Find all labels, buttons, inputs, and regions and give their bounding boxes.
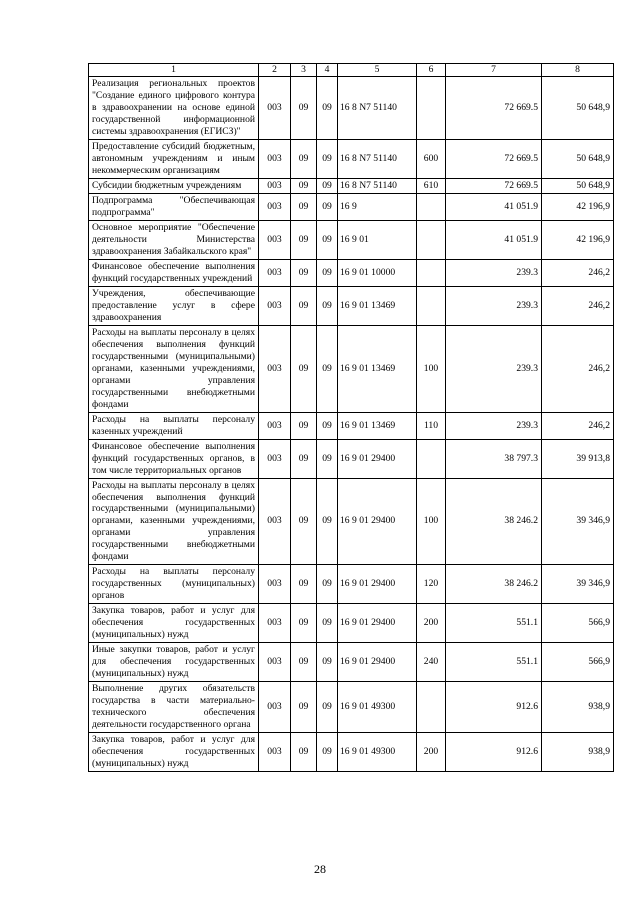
amount-cell-col7: 72 669.5 [446,178,542,193]
ministry-code-cell: 003 [259,178,291,193]
target-article-cell: 16 8 N7 51140 [338,77,417,140]
ministry-code-cell: 003 [259,733,291,772]
row-description: Расходы на выплаты персоналу государственных (муниципальных) органов [89,565,259,604]
expense-type-cell: 100 [417,325,446,412]
row-description: Закупка товаров, работ и услуг для обеспечения государственных (муниципальных) нужд [89,733,259,772]
subsection-code-cell: 09 [317,604,338,643]
subsection-code-cell: 09 [317,220,338,259]
column-header-5: 5 [338,64,417,77]
expense-type-cell: 240 [417,643,446,682]
section-code-cell: 09 [291,733,317,772]
table-row [89,682,614,733]
expense-type-cell [417,77,446,140]
subsection-code-cell: 09 [317,439,338,478]
row-description: Выполнение других обязательств государства в части материально-технического обеспечения деятельности государственного органа [89,682,259,733]
amount-cell-col8: 246,2 [542,325,614,412]
column-header-7: 7 [446,64,542,77]
amount-cell-col8: 42 196,9 [542,193,614,220]
target-article-cell: 16 9 01 13469 [338,325,417,412]
row-description: Финансовое обеспечение выполнения функций государственных органов, в том числе территориальных органов [89,439,259,478]
ministry-code-cell: 003 [259,439,291,478]
row-description: Расходы на выплаты персоналу в целях обеспечения выполнения функций государственными (муниципальными) органами, казенными учреждениями, органами управления государственными внебюджетными фондами [89,478,259,565]
row-description: Расходы на выплаты персоналу в целях обеспечения выполнения функций государственными (муниципальными) органами, казенными учреждениями, органами управления государственными внебюджетными фондами [89,325,259,412]
amount-cell-col8: 39 913,8 [542,439,614,478]
subsection-code-cell: 09 [317,478,338,565]
row-description: Закупка товаров, работ и услуг для обеспечения государственных (муниципальных) нужд [89,604,259,643]
column-header-6: 6 [417,64,446,77]
section-code-cell: 09 [291,439,317,478]
subsection-code-cell: 09 [317,733,338,772]
section-code-cell: 09 [291,682,317,733]
amount-cell-col7: 239.3 [446,325,542,412]
amount-cell-col8: 50 648,9 [542,77,614,140]
ministry-code-cell: 003 [259,259,291,286]
amount-cell-col7: 38 797.3 [446,439,542,478]
target-article-cell: 16 9 01 29400 [338,604,417,643]
ministry-code-cell: 003 [259,643,291,682]
amount-cell-col7: 239.3 [446,259,542,286]
section-code-cell: 09 [291,643,317,682]
section-code-cell: 09 [291,325,317,412]
amount-cell-col8: 938,9 [542,682,614,733]
ministry-code-cell: 003 [259,193,291,220]
target-article-cell: 16 9 [338,193,417,220]
section-code-cell: 09 [291,259,317,286]
ministry-code-cell: 003 [259,325,291,412]
amount-cell-col7: 239.3 [446,412,542,439]
page-number: 28 [314,862,326,876]
budget-table [88,63,614,772]
amount-cell-col8: 50 648,9 [542,139,614,178]
expense-type-cell [417,193,446,220]
amount-cell-col8: 566,9 [542,604,614,643]
column-header-4: 4 [317,64,338,77]
target-article-cell: 16 9 01 13469 [338,286,417,325]
amount-cell-col8: 50 648,9 [542,178,614,193]
amount-cell-col7: 38 246.2 [446,478,542,565]
amount-cell-col8: 246,2 [542,412,614,439]
table-row [89,325,614,412]
table-row [89,439,614,478]
table-row [89,139,614,178]
section-code-cell: 09 [291,412,317,439]
expense-type-cell: 610 [417,178,446,193]
row-description: Основное мероприятие "Обеспечение деятельности Министерства здравоохранения Забайкальского края" [89,220,259,259]
amount-cell-col8: 39 346,9 [542,565,614,604]
table-row [89,604,614,643]
expense-type-cell [417,682,446,733]
section-code-cell: 09 [291,478,317,565]
amount-cell-col7: 551.1 [446,643,542,682]
subsection-code-cell: 09 [317,682,338,733]
subsection-code-cell: 09 [317,139,338,178]
row-description: Учреждения, обеспечивающие предоставление услуг в сфере здравоохранения [89,286,259,325]
subsection-code-cell: 09 [317,643,338,682]
section-code-cell: 09 [291,77,317,140]
amount-cell-col8: 42 196,9 [542,220,614,259]
expense-type-cell [417,286,446,325]
target-article-cell: 16 8 N7 51140 [338,139,417,178]
expense-type-cell: 110 [417,412,446,439]
table-row [89,412,614,439]
row-description: Субсидии бюджетным учреждениям [89,178,259,193]
amount-cell-col7: 912.6 [446,733,542,772]
amount-cell-col7: 239.3 [446,286,542,325]
expense-type-cell: 200 [417,604,446,643]
amount-cell-col7: 72 669.5 [446,139,542,178]
ministry-code-cell: 003 [259,682,291,733]
section-code-cell: 09 [291,286,317,325]
ministry-code-cell: 003 [259,565,291,604]
table-row [89,565,614,604]
table-row [89,643,614,682]
subsection-code-cell: 09 [317,286,338,325]
column-header-3: 3 [291,64,317,77]
ministry-code-cell: 003 [259,478,291,565]
subsection-code-cell: 09 [317,77,338,140]
row-description: Предоставление субсидий бюджетным, автономным учреждениям и иным некоммерческим организациям [89,139,259,178]
section-code-cell: 09 [291,220,317,259]
target-article-cell: 16 9 01 29400 [338,565,417,604]
amount-cell-col8: 39 346,9 [542,478,614,565]
column-header-8: 8 [542,64,614,77]
target-article-cell: 16 9 01 13469 [338,412,417,439]
table-row [89,259,614,286]
section-code-cell: 09 [291,604,317,643]
amount-cell-col8: 246,2 [542,286,614,325]
amount-cell-col8: 938,9 [542,733,614,772]
column-header-1: 1 [89,64,259,77]
expense-type-cell: 600 [417,139,446,178]
row-description: Реализация региональных проектов "Создание единого цифрового контура в здравоохранении на основе единой государственной информационной системы здравоохранения (ЕГИСЗ)" [89,77,259,140]
table-row [89,478,614,565]
target-article-cell: 16 9 01 49300 [338,733,417,772]
target-article-cell: 16 9 01 [338,220,417,259]
subsection-code-cell: 09 [317,565,338,604]
expense-type-cell: 200 [417,733,446,772]
target-article-cell: 16 8 N7 51140 [338,178,417,193]
expense-type-cell [417,439,446,478]
amount-cell-col7: 72 669.5 [446,77,542,140]
column-header-2: 2 [259,64,291,77]
table-row [89,220,614,259]
ministry-code-cell: 003 [259,286,291,325]
table-row [89,77,614,140]
table-row [89,178,614,193]
target-article-cell: 16 9 01 10000 [338,259,417,286]
row-description: Финансовое обеспечение выполнения функций государственных учреждений [89,259,259,286]
table-row [89,286,614,325]
section-code-cell: 09 [291,178,317,193]
subsection-code-cell: 09 [317,412,338,439]
section-code-cell: 09 [291,139,317,178]
ministry-code-cell: 003 [259,77,291,140]
subsection-code-cell: 09 [317,178,338,193]
table-row [89,193,614,220]
ministry-code-cell: 003 [259,220,291,259]
amount-cell-col8: 246,2 [542,259,614,286]
row-description: Иные закупки товаров, работ и услуг для обеспечения государственных (муниципальных) нужд [89,643,259,682]
amount-cell-col7: 41 051.9 [446,220,542,259]
expense-type-cell: 120 [417,565,446,604]
target-article-cell: 16 9 01 49300 [338,682,417,733]
ministry-code-cell: 003 [259,604,291,643]
expense-type-cell [417,220,446,259]
subsection-code-cell: 09 [317,325,338,412]
amount-cell-col7: 551.1 [446,604,542,643]
row-description: Подпрограмма "Обеспечивающая подпрограмма" [89,193,259,220]
row-description: Расходы на выплаты персоналу казенных учреждений [89,412,259,439]
amount-cell-col8: 566,9 [542,643,614,682]
target-article-cell: 16 9 01 29400 [338,478,417,565]
expense-type-cell: 100 [417,478,446,565]
section-code-cell: 09 [291,193,317,220]
target-article-cell: 16 9 01 29400 [338,643,417,682]
table-row [89,733,614,772]
expense-type-cell [417,259,446,286]
amount-cell-col7: 912.6 [446,682,542,733]
subsection-code-cell: 09 [317,259,338,286]
amount-cell-col7: 38 246.2 [446,565,542,604]
ministry-code-cell: 003 [259,139,291,178]
amount-cell-col7: 41 051.9 [446,193,542,220]
table-header-row [89,64,614,77]
ministry-code-cell: 003 [259,412,291,439]
section-code-cell: 09 [291,565,317,604]
subsection-code-cell: 09 [317,193,338,220]
target-article-cell: 16 9 01 29400 [338,439,417,478]
